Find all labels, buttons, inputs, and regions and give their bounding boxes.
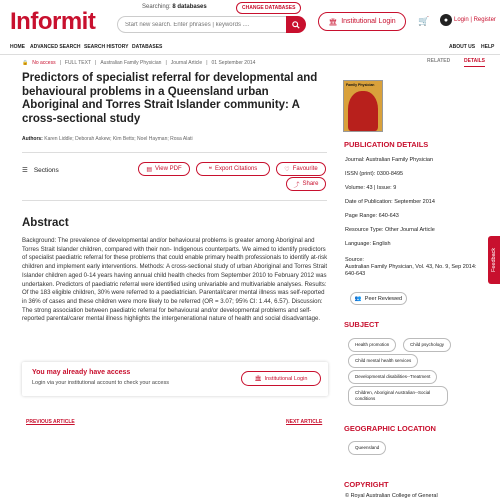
nav-search-history[interactable]: SEARCH HISTORY — [84, 44, 129, 50]
tab-details[interactable]: DETAILS — [464, 58, 485, 67]
subject-tag[interactable]: Child mental health services — [348, 354, 418, 368]
subject-heading: SUBJECT — [344, 320, 380, 329]
change-databases-button[interactable]: CHANGE DATABASES — [236, 2, 301, 14]
search-button[interactable] — [286, 16, 306, 33]
share-label: Share — [302, 181, 319, 187]
institutional-login-button[interactable] — [318, 12, 406, 31]
access-status: No access — [32, 60, 56, 66]
geo-tag[interactable]: Queensland — [348, 441, 386, 455]
heart-icon: ♡ — [284, 166, 290, 173]
article-type: Journal Article — [170, 60, 203, 66]
sections-label: Sections — [33, 166, 59, 174]
access-button-label: Institutional Login — [264, 375, 308, 382]
tab-related[interactable]: RELATED — [427, 58, 451, 64]
pub-pages: Page Range: 640-643 — [345, 213, 399, 219]
authors-label: Authors: — [22, 136, 43, 142]
nav-databases[interactable]: DATABASES — [132, 44, 163, 50]
authors — [22, 136, 193, 142]
nav-advanced-search[interactable]: ADVANCED SEARCH — [30, 44, 81, 50]
searching-label: Searching: — [142, 4, 171, 10]
meta-separator: | — [165, 60, 167, 66]
institution-icon: 🏛 — [328, 18, 338, 26]
favourite-button[interactable] — [276, 162, 326, 176]
pub-journal: Journal: Australian Family Physician — [345, 157, 434, 163]
previous-article-link[interactable]: PREVIOUS ARTICLE — [26, 419, 75, 425]
informit-logo[interactable] — [10, 8, 95, 36]
institution-icon: 🏛 — [254, 375, 262, 382]
divider — [22, 200, 327, 201]
article-meta — [22, 60, 255, 66]
geographic-location-heading: GEOGRAPHIC LOCATION — [344, 424, 436, 433]
institutional-login-label: Institutional Login — [341, 18, 396, 25]
login-register-link[interactable]: Login | Register — [454, 17, 496, 23]
publish-date: 01 September 2014 — [211, 60, 256, 66]
logo-accent: it — [81, 8, 96, 35]
article-title: Predictors of specialist referral for developmental and behavioural problems in a Queensland urban Aboriginal and Torres Strait Islander community: A cross-sectional study — [22, 72, 318, 125]
meta-separator: | — [59, 60, 61, 66]
journal-cover — [343, 80, 383, 132]
sections-toggle[interactable] — [22, 166, 59, 174]
access-heading: You may already have access — [32, 369, 131, 376]
copyright-heading: COPYRIGHT — [344, 480, 389, 489]
pub-source-label: Source: — [345, 257, 364, 263]
nav-about-us[interactable]: ABOUT US — [449, 44, 476, 50]
access-institutional-login-button[interactable] — [241, 371, 321, 386]
nav-home[interactable]: HOME — [10, 44, 25, 50]
user-icon[interactable]: ● — [440, 14, 452, 26]
next-article-link[interactable]: NEXT ARTICLE — [286, 419, 323, 425]
subject-tag[interactable]: Health promotion — [348, 338, 396, 352]
authors-list: Karen Liddle; Deborah Askew; Kim Betts; Noel Hayman; Rosa Alati — [44, 136, 193, 142]
meta-separator: | — [206, 60, 208, 66]
export-label: Export Citations — [214, 166, 258, 172]
cart-icon[interactable]: 🛒 — [418, 16, 430, 26]
cover-title: Family Physician — [346, 83, 375, 87]
favourite-label: Favourite — [292, 166, 318, 172]
quote-icon: ❝ — [208, 166, 212, 173]
copyright-text: © Royal Australian College of General — [345, 493, 438, 499]
pub-volume: Volume: 43 | Issue: 9 — [345, 185, 397, 191]
journal-name: Australian Family Physician — [100, 60, 162, 66]
abstract-heading: Abstract — [22, 217, 69, 229]
feedback-tab[interactable]: Feedback — [488, 236, 500, 284]
people-icon: 👥 — [354, 295, 362, 302]
publication-details-heading: PUBLICATION DETAILS — [344, 140, 429, 149]
list-icon: ☰ — [22, 167, 28, 174]
pub-date: Date of Publication: September 2014 — [345, 199, 435, 205]
pub-language: Language: English — [345, 241, 391, 247]
search-icon — [292, 21, 300, 29]
fulltext-label: FULL TEXT — [64, 60, 92, 66]
share-icon: ⤴ — [293, 182, 300, 189]
search-input[interactable] — [117, 16, 287, 33]
access-box — [22, 362, 328, 396]
share-button[interactable] — [286, 177, 326, 191]
pub-source: Australian Family Physician, Vol. 43, No. 9, Sep 2014: 640-643 — [345, 264, 477, 277]
logo-main: Inform — [10, 8, 82, 35]
peer-reviewed-badge — [350, 292, 407, 305]
subject-tag[interactable]: Developmental disabilities--Treatment — [348, 370, 437, 384]
pub-resource-type: Resource Type: Other Journal Article — [345, 227, 435, 233]
divider — [22, 152, 327, 153]
export-citations-button[interactable] — [196, 162, 270, 176]
pub-issn: ISSN (print): 0300-8495 — [345, 171, 404, 177]
access-text: Login via your institutional account to check your access — [32, 380, 169, 386]
abstract-text: Background: The prevalence of developmental and/or behavioural problems is greater among Aboriginal and Torres Strait Islander children, compared with their non- Indigenous counterparts. We aimed to identify predictors of specialist paediatric referral for these problems that could enable primary health professionals to identify at-risk children and implement early interventions. Methods: A cross-sectional study of urban Aboriginal and Torres Strait Islander children aged 0-14 years having annual child health checks from September 2010 to February 2012 was undertaken. Predictors of paediatric referral were identified using univariable and multivariable analyses. Results: Of the 183 eligible children, 30% were referred to a paediatrician. Parental/carer mental illness was self-reported in 36% of cases and these children were more likely to be referred (OR = 3.07; 95% CI: 1.44, 6.57). Discussion: The strong association between paediatric referral for behavioural and/or developmental problems and self-reported parental/carer mental illness highlights the intergenerational nature of health and social disadvantage. — [22, 237, 328, 323]
cover-illustration — [348, 91, 378, 131]
peer-reviewed-label: Peer Reviewed — [364, 295, 403, 302]
searching-info — [142, 4, 207, 10]
main-nav — [0, 41, 500, 55]
nav-help[interactable]: HELP — [481, 44, 495, 50]
subject-tag[interactable]: Children, Aboriginal Australian--Social conditions — [348, 386, 448, 406]
file-icon: ▤ — [146, 166, 153, 173]
meta-separator: | — [95, 60, 97, 66]
view-pdf-label: View PDF — [155, 166, 182, 172]
searching-count: 8 databases — [172, 4, 207, 10]
view-pdf-button[interactable] — [138, 162, 190, 176]
subject-tag[interactable]: Child psychology — [403, 338, 451, 352]
lock-icon: 🔒 — [22, 60, 29, 66]
